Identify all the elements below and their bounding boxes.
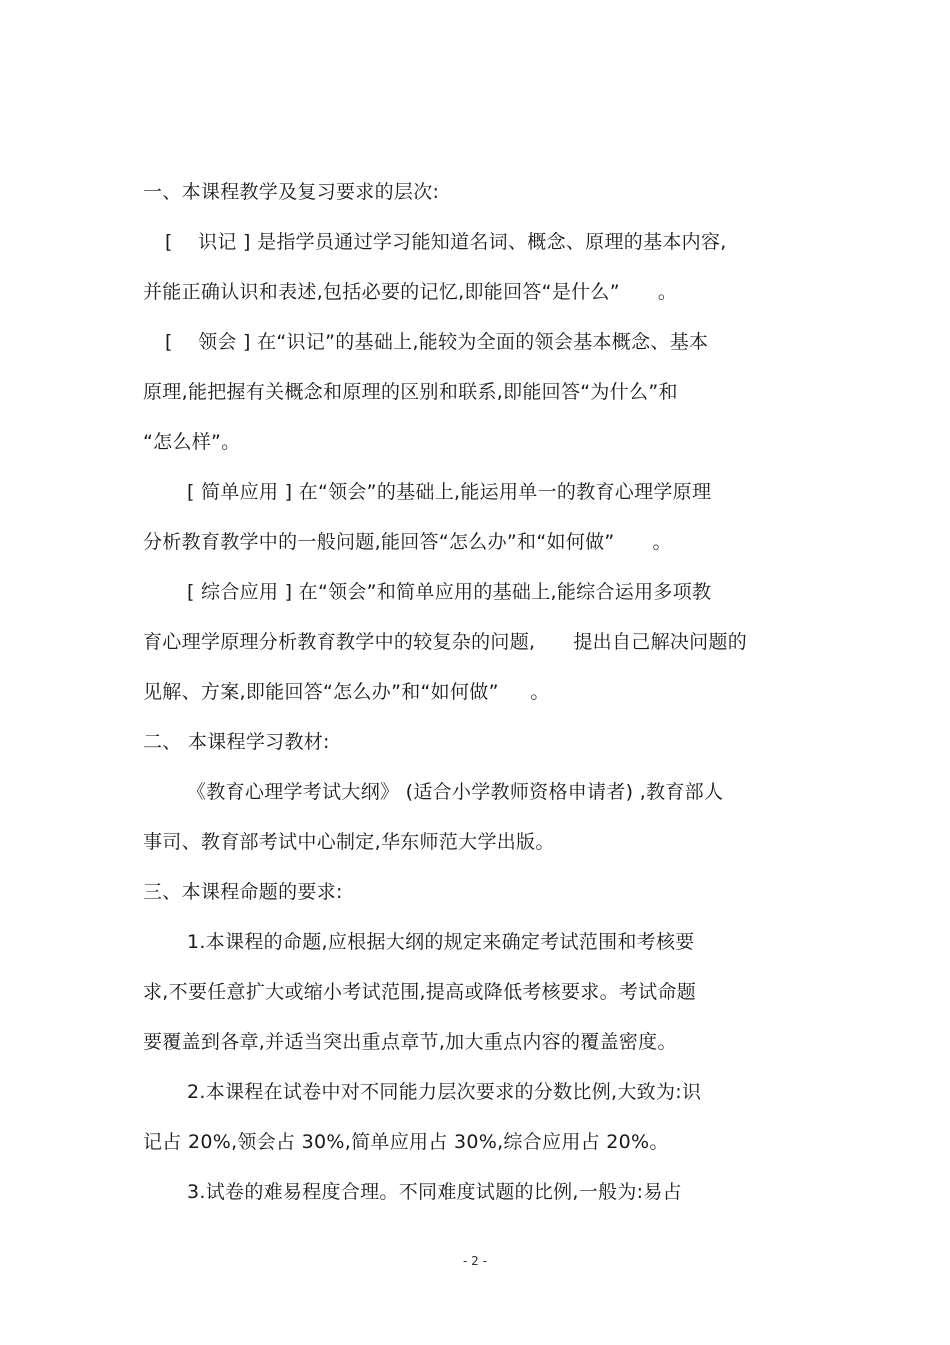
text-line: [ 简单应用 ] 在“领会”的基础上,能运用单一的教育心理学原理 (187, 481, 712, 503)
text-line: [ 领会 ] 在“识记”的基础上,能较为全面的领会基本概念、基本 (165, 331, 709, 353)
text-line: “怎么样”。 (143, 431, 241, 453)
text-line: 求,不要任意扩大或缩小考试范围,提高或降低考核要求。考试命题 (143, 981, 697, 1003)
text-line: 1.本课程的命题,应根据大纲的规定来确定考试范围和考核要 (187, 931, 695, 953)
text-line: [ 识记 ] 是指学员通过学习能知道名词、概念、原理的基本内容, (165, 231, 727, 253)
text-line: 并能正确认识和表述,包括必要的记忆,即能回答“是什么” 。 (143, 281, 678, 303)
text-line: 《教育心理学考试大纲》 (适合小学教师资格申请者) ,教育部人 (187, 781, 724, 803)
text-line: 要覆盖到各章,并适当突出重点章节,加大重点内容的覆盖密度。 (143, 1031, 677, 1053)
text-line: 事司、教育部考试中心制定,华东师范大学出版。 (143, 831, 555, 853)
section-heading-3: 三、本课程命题的要求: (143, 881, 343, 903)
text-line: 育心理学原理分析教育教学中的较复杂的问题, 提出自己解决问题的 (143, 631, 748, 653)
text-line: 原理,能把握有关概念和原理的区别和联系,即能回答“为什么”和 (143, 381, 678, 403)
text-line: 见解、方案,即能回答“怎么办”和“如何做” 。 (143, 681, 550, 703)
text-line: 记占 20%,领会占 30%,简单应用占 30%,综合应用占 20%。 (143, 1131, 669, 1153)
section-heading-1: 一、本课程教学及复习要求的层次: (143, 181, 440, 203)
page-number: - 2 - (463, 1254, 487, 1268)
text-line: 分析教育教学中的一般问题,能回答“怎么办”和“如何做” 。 (143, 531, 672, 553)
section-heading-2: 二、 本课程学习教材: (143, 731, 330, 753)
text-line: 3.试卷的难易程度合理。不同难度试题的比例,一般为:易占 (187, 1181, 682, 1203)
text-line: [ 综合应用 ] 在“领会”和简单应用的基础上,能综合运用多项教 (187, 581, 712, 603)
text-line: 2.本课程在试卷中对不同能力层次要求的分数比例,大致为:识 (187, 1081, 702, 1103)
